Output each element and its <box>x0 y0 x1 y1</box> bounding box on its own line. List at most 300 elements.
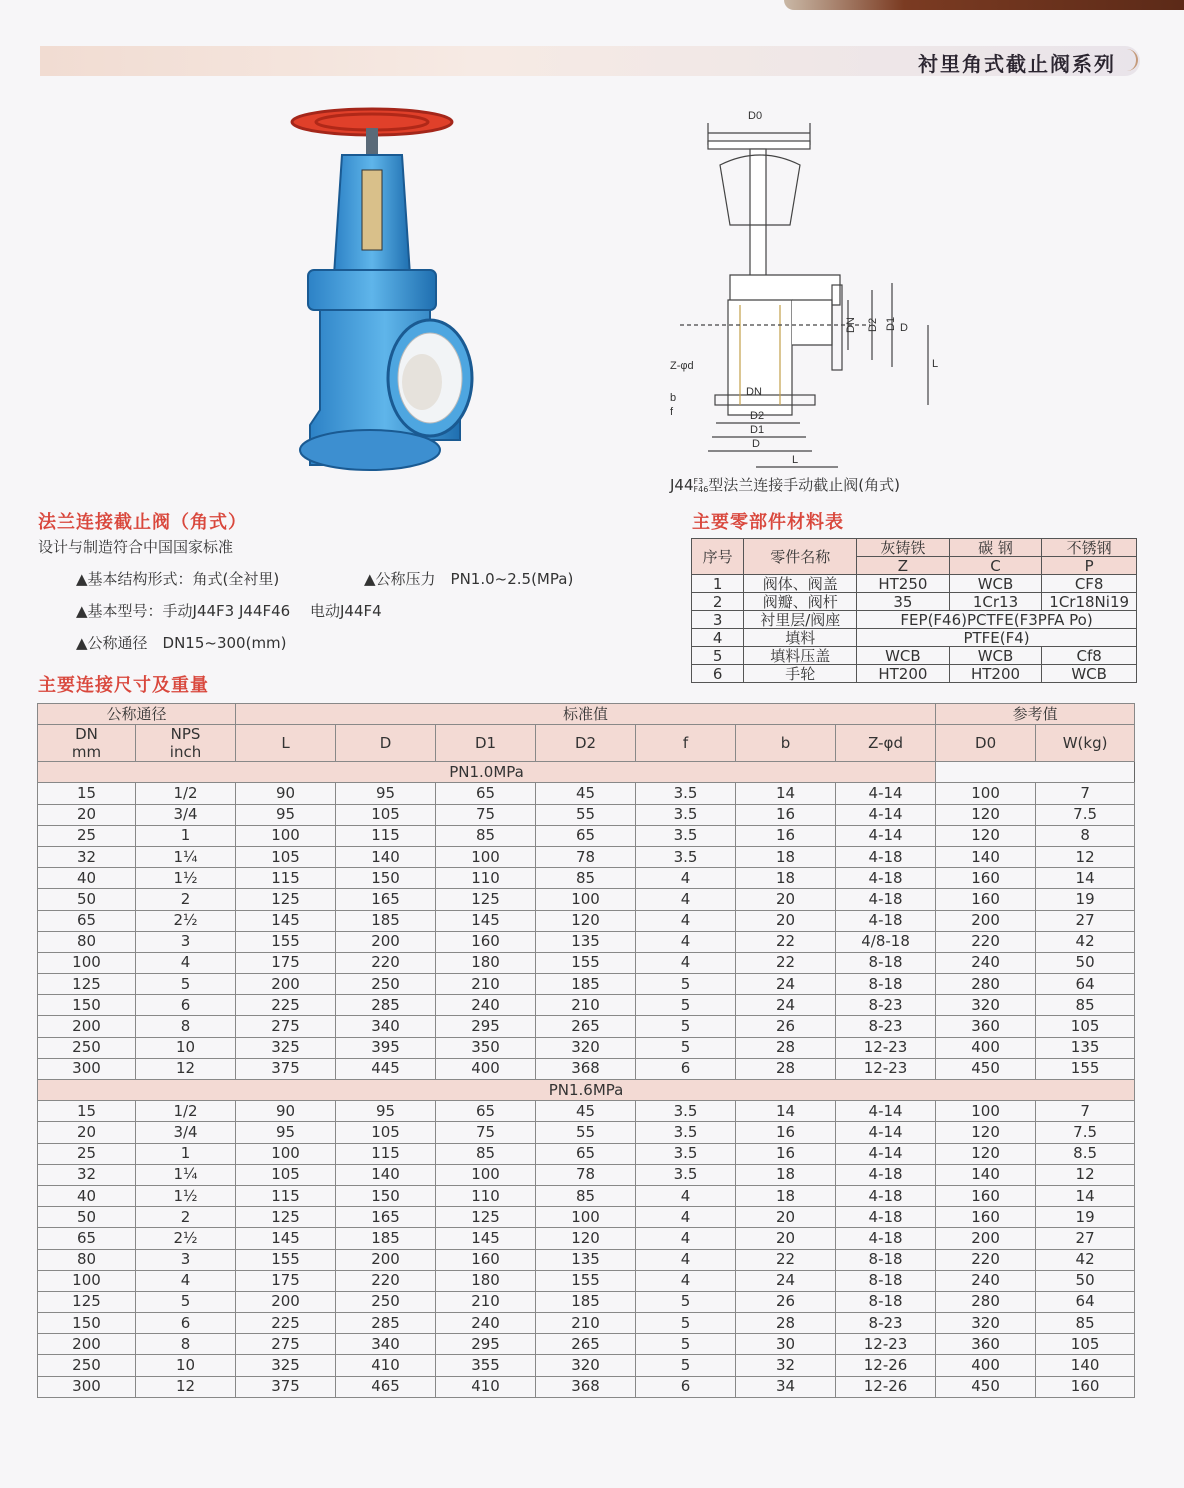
label-dn: DN <box>746 386 762 398</box>
hdr-col-f: f <box>636 725 736 762</box>
table-cell: 250 <box>336 974 436 995</box>
table-cell: 125 <box>436 889 536 910</box>
table-cell: 14 <box>1036 1185 1135 1206</box>
label-dn-side: DN <box>845 317 857 333</box>
mat-cell: 手轮 <box>744 665 857 683</box>
title-bracket <box>1126 49 1138 71</box>
table-cell: 8-23 <box>836 1016 936 1037</box>
table-cell: 6 <box>636 1058 736 1079</box>
table-cell: 10 <box>136 1037 236 1058</box>
table-cell: 295 <box>436 1334 536 1355</box>
table-cell: 1¼ <box>136 846 236 867</box>
table-row <box>38 1355 1135 1376</box>
table-cell: 3.5 <box>636 804 736 825</box>
table-cell: 8 <box>1036 825 1135 846</box>
table-cell: 125 <box>38 1291 136 1312</box>
hdr-nominal: 公称通径 <box>38 704 236 725</box>
table-cell: 12-23 <box>836 1058 936 1079</box>
table-cell: 1 <box>136 1143 236 1164</box>
mat-cell: WCB <box>949 575 1042 593</box>
product-title: 法兰连接截止阀（角式） <box>38 512 247 533</box>
table-cell: 140 <box>936 1164 1036 1185</box>
table-cell: 5 <box>636 995 736 1016</box>
table-cell: 150 <box>38 995 136 1016</box>
materials-table <box>691 538 1137 683</box>
table-cell: 50 <box>38 1207 136 1228</box>
table-cell: 7.5 <box>1036 1122 1135 1143</box>
table-cell: 410 <box>436 1376 536 1397</box>
table-cell: 350 <box>436 1037 536 1058</box>
table-cell: 3.5 <box>636 1143 736 1164</box>
mat-cell: 6 <box>692 665 744 683</box>
table-row <box>38 1101 1135 1122</box>
table-cell: 3.5 <box>636 825 736 846</box>
table-cell: 445 <box>336 1058 436 1079</box>
table-cell: 450 <box>936 1058 1036 1079</box>
table-cell: 7 <box>1036 783 1135 804</box>
table-cell: 355 <box>436 1355 536 1376</box>
table-cell: 225 <box>236 995 336 1016</box>
table-cell: 375 <box>236 1376 336 1397</box>
table-cell: 78 <box>536 1164 636 1185</box>
table-cell: 200 <box>38 1334 136 1355</box>
table-cell: 210 <box>536 995 636 1016</box>
mat-row <box>692 593 1137 611</box>
label-d: D <box>752 438 760 450</box>
table-cell: 320 <box>536 1037 636 1058</box>
pressure-band <box>38 1080 1135 1101</box>
hdr-dn-label: DN <box>75 725 98 744</box>
mat-cell: HT250 <box>857 575 950 593</box>
table-cell: 115 <box>336 1143 436 1164</box>
table-cell: 4-14 <box>836 825 936 846</box>
table-cell: 25 <box>38 1143 136 1164</box>
table-cell: 4-18 <box>836 889 936 910</box>
caption-sub: F46 <box>693 484 709 494</box>
mat-cell: 1Cr13 <box>949 593 1042 611</box>
table-cell: 85 <box>1036 1313 1135 1334</box>
table-cell: 220 <box>936 931 1036 952</box>
table-row <box>38 1143 1135 1164</box>
table-cell: 4 <box>136 952 236 973</box>
table-cell: 65 <box>436 1101 536 1122</box>
table-cell: 40 <box>38 1185 136 1206</box>
table-cell: 120 <box>536 910 636 931</box>
table-cell: 7.5 <box>1036 804 1135 825</box>
mat-cell: 4 <box>692 629 744 647</box>
hdr-col-d1: D1 <box>436 725 536 762</box>
table-cell: 28 <box>736 1313 836 1334</box>
mat-cell: 1 <box>692 575 744 593</box>
table-cell: 4 <box>636 868 736 889</box>
diameter-spec: ▲公称通径 DN15~300(mm) <box>76 634 287 652</box>
table-cell: 65 <box>38 910 136 931</box>
table-cell: 200 <box>336 1249 436 1270</box>
table-cell: 40 <box>38 868 136 889</box>
hdr-col-d0: D0 <box>936 725 1036 762</box>
table-cell: 3/4 <box>136 804 236 825</box>
pressure-band-label: PN1.6MPa <box>38 1080 1135 1101</box>
table-cell: 15 <box>38 783 136 804</box>
label-d1-side: D1 <box>885 316 897 331</box>
table-cell: 100 <box>936 1101 1036 1122</box>
mat-cell: 35 <box>857 593 950 611</box>
table-cell: 5 <box>636 1313 736 1334</box>
table-cell: 160 <box>936 889 1036 910</box>
mat-cell: 衬里层/阀座 <box>744 611 857 629</box>
table-cell: 240 <box>936 952 1036 973</box>
table-cell: 85 <box>536 1185 636 1206</box>
table-cell: 12-26 <box>836 1376 936 1397</box>
table-cell: 32 <box>38 846 136 867</box>
table-row <box>38 931 1135 952</box>
mat-cell: 3 <box>692 611 744 629</box>
table-cell: 24 <box>736 1270 836 1291</box>
table-cell: 400 <box>936 1037 1036 1058</box>
table-cell: 105 <box>236 846 336 867</box>
table-cell: 175 <box>236 1270 336 1291</box>
table-cell: 165 <box>336 889 436 910</box>
mat-hdr-part: 零件名称 <box>744 539 857 575</box>
table-cell: 3.5 <box>636 1101 736 1122</box>
table-cell: 8-18 <box>836 974 936 995</box>
table-cell: 85 <box>436 1143 536 1164</box>
mat-cell: WCB <box>949 647 1042 665</box>
table-cell: 160 <box>436 1249 536 1270</box>
table-cell: 1 <box>136 825 236 846</box>
table-cell: 85 <box>1036 995 1135 1016</box>
table-cell: 19 <box>1036 1207 1135 1228</box>
table-cell: 120 <box>936 1122 1036 1143</box>
table-cell: 5 <box>636 1037 736 1058</box>
table-cell: 100 <box>38 1270 136 1291</box>
table-cell: 32 <box>736 1355 836 1376</box>
table-cell: 220 <box>936 1249 1036 1270</box>
table-cell: 135 <box>536 931 636 952</box>
table-cell: 24 <box>736 974 836 995</box>
table-cell: 5 <box>636 1334 736 1355</box>
caption-prefix: J44 <box>670 476 694 494</box>
table-cell: 100 <box>936 783 1036 804</box>
table-cell: 210 <box>536 1313 636 1334</box>
table-cell: 4 <box>636 889 736 910</box>
table-cell: 22 <box>736 1249 836 1270</box>
table-row <box>38 868 1135 889</box>
corner-decoration <box>784 0 1184 10</box>
table-cell: 22 <box>736 931 836 952</box>
table-cell: 8 <box>136 1016 236 1037</box>
table-row <box>38 804 1135 825</box>
mat-code-p: P <box>1042 557 1137 575</box>
table-cell: 120 <box>936 804 1036 825</box>
table-cell: 200 <box>336 931 436 952</box>
table-cell: 185 <box>536 1291 636 1312</box>
table-cell: 55 <box>536 804 636 825</box>
table-cell: 5 <box>636 974 736 995</box>
table-cell: 145 <box>436 1228 536 1249</box>
table-cell: 4-18 <box>836 910 936 931</box>
table-cell: 16 <box>736 1122 836 1143</box>
table-cell: 295 <box>436 1016 536 1037</box>
table-cell: 12-23 <box>836 1334 936 1355</box>
table-cell: 200 <box>936 910 1036 931</box>
mat-cell: PTFE(F4) <box>857 629 1137 647</box>
hdr-nps <box>136 725 236 762</box>
table-row <box>38 1122 1135 1143</box>
hdr-col-d2: D2 <box>536 725 636 762</box>
table-cell: 5 <box>136 974 236 995</box>
table-cell: 250 <box>336 1291 436 1312</box>
table-cell: 4 <box>636 1249 736 1270</box>
table-cell: 375 <box>236 1058 336 1079</box>
table-cell: 65 <box>536 1143 636 1164</box>
table-cell: 280 <box>936 974 1036 995</box>
table-row <box>38 1334 1135 1355</box>
hdr-col-zphid: Z-φd <box>836 725 936 762</box>
mat-hdr-carbon: 碳 钢 <box>949 539 1042 557</box>
table-cell: 26 <box>736 1016 836 1037</box>
table-cell: 4-18 <box>836 1228 936 1249</box>
table-row <box>38 952 1135 973</box>
table-cell: 160 <box>936 1185 1036 1206</box>
table-row <box>38 1164 1135 1185</box>
table-cell: 4 <box>636 1185 736 1206</box>
table-cell: 4-18 <box>836 1207 936 1228</box>
table-cell: 4-14 <box>836 783 936 804</box>
caption-sup: F3 <box>693 476 704 486</box>
table-cell: 340 <box>336 1016 436 1037</box>
table-cell: 155 <box>236 931 336 952</box>
table-cell: 4-14 <box>836 804 936 825</box>
table-cell: 3.5 <box>636 1164 736 1185</box>
table-cell: 20 <box>736 1228 836 1249</box>
table-cell: 2½ <box>136 910 236 931</box>
table-cell: 20 <box>736 889 836 910</box>
table-cell: 18 <box>736 1164 836 1185</box>
table-cell: 100 <box>536 1207 636 1228</box>
label-l: L <box>792 454 799 466</box>
table-cell: 18 <box>736 846 836 867</box>
table-cell: 4-18 <box>836 868 936 889</box>
hdr-col-b: b <box>736 725 836 762</box>
table-cell: 26 <box>736 1291 836 1312</box>
label-zphid: Z-φd <box>670 360 694 372</box>
table-cell: 32 <box>38 1164 136 1185</box>
pressure-band-label: PN1.0MPa <box>38 762 936 783</box>
table-cell: 1/2 <box>136 783 236 804</box>
table-cell: 400 <box>936 1355 1036 1376</box>
table-cell: 12-26 <box>836 1355 936 1376</box>
label-l-side: L <box>932 358 939 370</box>
page-title: 衬里角式截止阀系列 <box>918 52 1116 76</box>
table-cell: 145 <box>236 910 336 931</box>
table-cell: 285 <box>336 995 436 1016</box>
table-cell: 135 <box>1036 1037 1135 1058</box>
mat-code-z: Z <box>857 557 950 575</box>
table-cell: 7 <box>1036 1101 1135 1122</box>
table-cell: 16 <box>736 1143 836 1164</box>
dimensions-table <box>37 703 1135 1398</box>
table-cell: 325 <box>236 1037 336 1058</box>
standard-note: 设计与制造符合中国国家标准 <box>38 538 234 556</box>
mat-row <box>692 629 1137 647</box>
mat-cell: HT200 <box>857 665 950 683</box>
table-cell: 320 <box>936 995 1036 1016</box>
table-cell: 65 <box>436 783 536 804</box>
table-cell: 16 <box>736 825 836 846</box>
structure-spec: ▲基本结构形式：角式(全衬里) <box>76 570 280 588</box>
mat-cell: WCB <box>1042 665 1137 683</box>
table-cell: 15 <box>38 1101 136 1122</box>
table-cell: 95 <box>336 1101 436 1122</box>
table-cell: 250 <box>38 1037 136 1058</box>
table-cell: 220 <box>336 952 436 973</box>
table-cell: 275 <box>236 1016 336 1037</box>
table-cell: 265 <box>536 1016 636 1037</box>
table-cell: 160 <box>936 868 1036 889</box>
table-row <box>38 974 1135 995</box>
mat-cell: 2 <box>692 593 744 611</box>
pressure-spec: ▲公称压力 PN1.0~2.5(MPa) <box>364 570 574 588</box>
table-cell: 12 <box>1036 1164 1135 1185</box>
table-cell: 3.5 <box>636 1122 736 1143</box>
hdr-inch-label: inch <box>169 743 202 762</box>
table-cell: 10 <box>136 1355 236 1376</box>
drawing-caption <box>670 474 900 495</box>
model-spec: ▲基本型号：手动J44F3 J44F46 电动J44F4 <box>76 602 382 620</box>
mat-row <box>692 575 1137 593</box>
table-cell: 110 <box>436 1185 536 1206</box>
table-cell: 165 <box>336 1207 436 1228</box>
table-cell: 140 <box>1036 1355 1135 1376</box>
table-cell: 20 <box>736 1207 836 1228</box>
mat-cell: 填料 <box>744 629 857 647</box>
mat-row <box>692 647 1137 665</box>
table-cell: 4 <box>636 1228 736 1249</box>
table-cell: 125 <box>236 889 336 910</box>
table-cell: 6 <box>636 1376 736 1397</box>
table-cell: 320 <box>536 1355 636 1376</box>
table-cell: 5 <box>636 1355 736 1376</box>
table-cell: 8 <box>136 1334 236 1355</box>
table-cell: 155 <box>1036 1058 1135 1079</box>
table-cell: 155 <box>236 1249 336 1270</box>
table-cell: 1½ <box>136 1185 236 1206</box>
label-b: b <box>670 392 677 404</box>
table-cell: 100 <box>436 846 536 867</box>
table-cell: 95 <box>336 783 436 804</box>
table-cell: 4-18 <box>836 1164 936 1185</box>
label-d-side: D <box>900 322 908 334</box>
table-cell: 2½ <box>136 1228 236 1249</box>
table-cell: 80 <box>38 1249 136 1270</box>
table-cell: 30 <box>736 1334 836 1355</box>
table-cell: 120 <box>536 1228 636 1249</box>
table-cell: 368 <box>536 1376 636 1397</box>
table-cell: 22 <box>736 952 836 973</box>
table-cell: 265 <box>536 1334 636 1355</box>
table-cell: 120 <box>936 1143 1036 1164</box>
table-cell: 145 <box>236 1228 336 1249</box>
table-cell: 2 <box>136 1207 236 1228</box>
table-cell: 4-18 <box>836 846 936 867</box>
mat-hdr-stainless: 不锈钢 <box>1042 539 1137 557</box>
mat-cell: 阀瓣、阀杆 <box>744 593 857 611</box>
table-cell: 105 <box>336 1122 436 1143</box>
table-cell: 20 <box>736 910 836 931</box>
table-row <box>38 910 1135 931</box>
table-cell: 360 <box>936 1334 1036 1355</box>
table-cell: 185 <box>336 1228 436 1249</box>
valve-photo <box>280 100 490 475</box>
hdr-reference: 参考值 <box>936 704 1135 725</box>
table-cell: 180 <box>436 952 536 973</box>
table-cell: 100 <box>536 889 636 910</box>
valve-section-drawing <box>660 105 950 475</box>
table-cell: 12 <box>136 1058 236 1079</box>
mat-row <box>692 611 1137 629</box>
table-cell: 3.5 <box>636 783 736 804</box>
table-row <box>38 1185 1135 1206</box>
table-cell: 34 <box>736 1376 836 1397</box>
table-cell: 8-18 <box>836 1291 936 1312</box>
table-cell: 210 <box>436 1291 536 1312</box>
table-cell: 5 <box>636 1291 736 1312</box>
table-cell: 105 <box>236 1164 336 1185</box>
table-cell: 285 <box>336 1313 436 1334</box>
table-cell: 14 <box>1036 868 1135 889</box>
table-cell: 50 <box>1036 952 1135 973</box>
table-cell: 6 <box>136 995 236 1016</box>
materials-title: 主要零部件材料表 <box>692 512 844 533</box>
table-cell: 1/2 <box>136 1101 236 1122</box>
table-cell: 45 <box>536 783 636 804</box>
table-cell: 325 <box>236 1355 336 1376</box>
table-cell: 3/4 <box>136 1122 236 1143</box>
table-row <box>38 783 1135 804</box>
table-cell: 4-14 <box>836 1101 936 1122</box>
table-cell: 4 <box>636 1207 736 1228</box>
table-cell: 240 <box>436 995 536 1016</box>
table-cell: 140 <box>336 1164 436 1185</box>
table-cell: 210 <box>436 974 536 995</box>
table-cell: 2 <box>136 889 236 910</box>
table-cell: 95 <box>236 1122 336 1143</box>
table-cell: 4 <box>636 910 736 931</box>
table-cell: 5 <box>636 1016 736 1037</box>
table-cell: 85 <box>436 825 536 846</box>
table-cell: 8-18 <box>836 1249 936 1270</box>
table-cell: 95 <box>236 804 336 825</box>
table-cell: 135 <box>536 1249 636 1270</box>
table-cell: 65 <box>536 825 636 846</box>
mat-cell: CF8 <box>1042 575 1137 593</box>
table-cell: 105 <box>1036 1334 1135 1355</box>
table-cell: 20 <box>38 1122 136 1143</box>
table-cell: 160 <box>436 931 536 952</box>
table-row <box>38 825 1135 846</box>
dimensions-title: 主要连接尺寸及重量 <box>38 675 209 696</box>
table-cell: 75 <box>436 804 536 825</box>
table-cell: 19 <box>1036 889 1135 910</box>
table-cell: 24 <box>736 995 836 1016</box>
hdr-mm-label: mm <box>71 743 102 762</box>
table-cell: 275 <box>236 1334 336 1355</box>
hdr-standard: 标准值 <box>236 704 936 725</box>
mat-cell: FEP(F46)PCTFE(F3PFA Po) <box>857 611 1137 629</box>
table-cell: 90 <box>236 1101 336 1122</box>
table-cell: 450 <box>936 1376 1036 1397</box>
